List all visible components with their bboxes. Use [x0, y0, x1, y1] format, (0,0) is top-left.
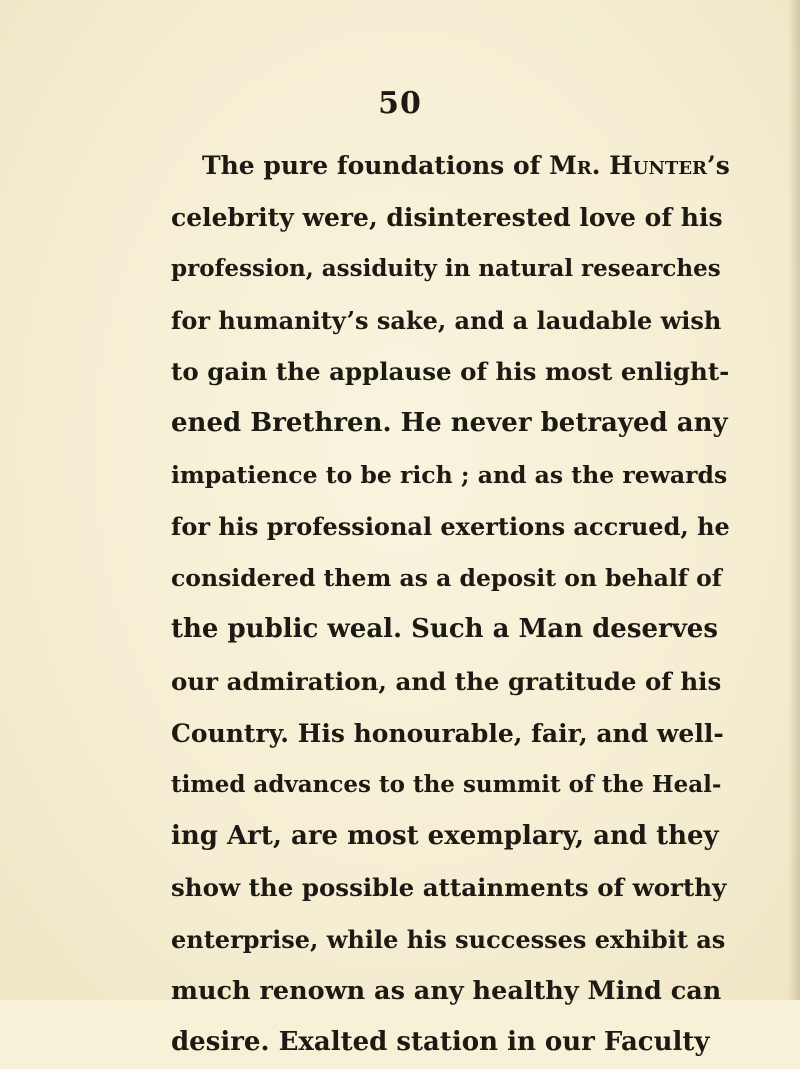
- text-line-7: impatience to be rich ; and as the rewards: [171, 460, 728, 489]
- body-paragraph: [171, 140, 731, 1069]
- text-line-9: considered them as a deposit on behalf of: [171, 563, 722, 592]
- text-line-18: desire. Exalted station in our Faculty: [171, 1027, 710, 1058]
- text-line-8: for his professional exertions accrued, he: [171, 512, 730, 542]
- page-edge-shadow: [788, 0, 800, 1000]
- text-line-5: to gain the applause of his most enlight-: [171, 357, 730, 387]
- page-number: 50: [378, 86, 422, 121]
- text-line-13: timed advances to the summit of the Heal-: [171, 771, 722, 799]
- text-line-10: the public weal. Such a Man deserves: [171, 614, 718, 645]
- text-line-12: Country. His honourable, fair, and well-: [171, 718, 724, 748]
- text-line-2: celebrity were, disinterested love of his: [171, 202, 723, 232]
- text-line-3: profession, assiduity in natural researches: [171, 255, 721, 283]
- text-line-15: show the possible attainments of worthy: [171, 873, 727, 903]
- text-line-6: ened Brethren. He never betrayed any: [171, 407, 728, 438]
- line1-name: Mr. Hunter: [549, 151, 707, 180]
- text-line-16: enterprise, while his successes exhibit as: [171, 924, 726, 954]
- text-line-11: our admiration, and the gratitude of his: [171, 666, 722, 696]
- text-line-14: ing Art, are most exemplary, and they: [171, 820, 719, 851]
- text-line-17: much renown as any healthy Mind can: [171, 975, 722, 1006]
- line1-after: ’s: [707, 151, 730, 180]
- text-line-4: for humanity’s sake, and a laudable wish: [171, 305, 722, 335]
- line1-before: The pure foundations of: [202, 151, 550, 180]
- text-line-1: [171, 140, 731, 192]
